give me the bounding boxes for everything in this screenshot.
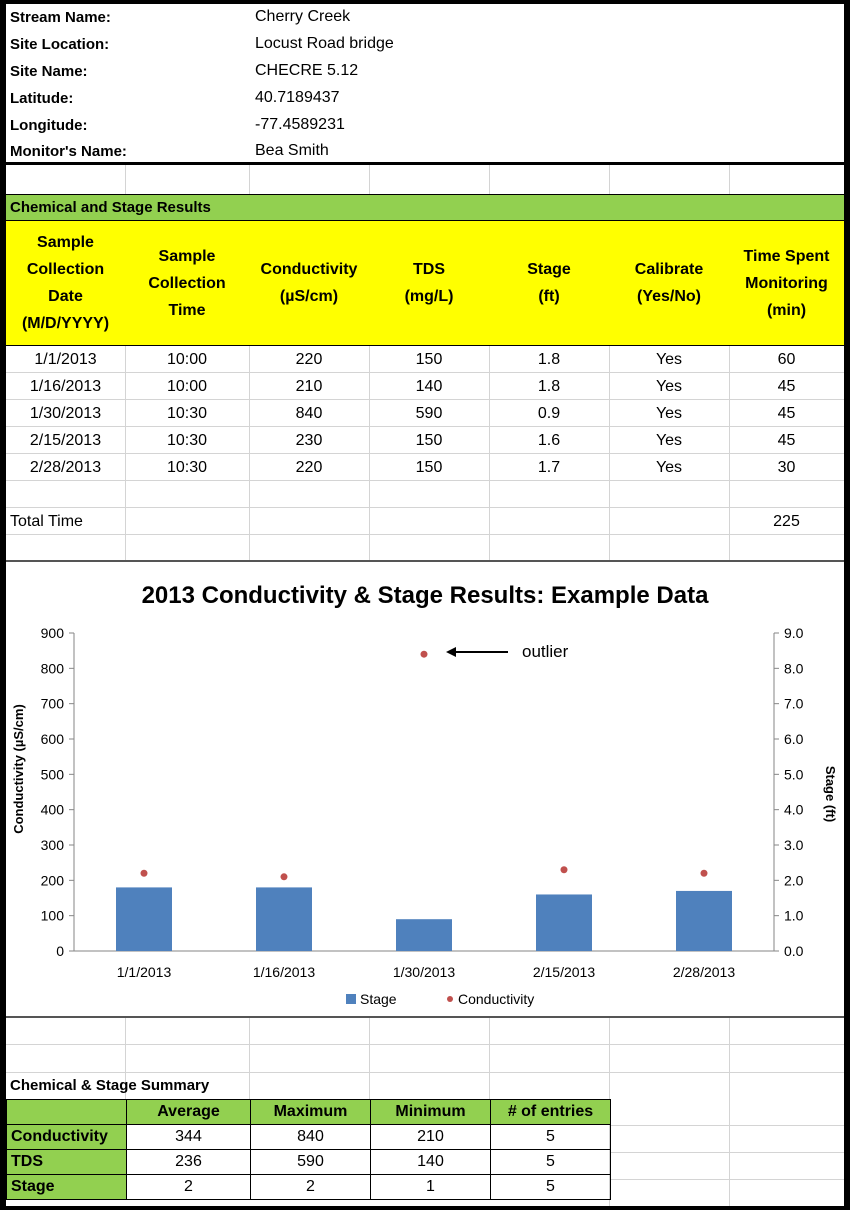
summary-table: [6, 1099, 611, 1200]
summary-title: Chemical & Stage Summary: [10, 1077, 210, 1094]
summary-cell[interactable]: 2: [127, 1175, 251, 1200]
table-cell[interactable]: 1/16/2013: [29, 378, 102, 395]
table-cell[interactable]: 45: [777, 405, 796, 422]
table-cell[interactable]: 1.8: [537, 351, 561, 368]
summary-row-label: TDS: [7, 1150, 127, 1175]
total-time-value[interactable]: 225: [773, 513, 800, 530]
table-cell[interactable]: 140: [415, 378, 443, 395]
summary-cell[interactable]: 840: [251, 1125, 371, 1150]
gridline: [609, 1179, 844, 1180]
summary-cell[interactable]: 5: [491, 1125, 611, 1150]
outlier-arrow-icon: [446, 647, 456, 657]
table-cell[interactable]: 150: [415, 432, 443, 449]
y2-tick-label: 8.0: [784, 660, 804, 677]
gridline: [609, 1152, 844, 1153]
y2-tick-label: 3.0: [784, 837, 804, 853]
table-cell[interactable]: 1/1/2013: [34, 351, 97, 368]
table-cell[interactable]: 150: [415, 351, 443, 368]
y-tick-label: 100: [40, 907, 64, 924]
summary-row: [7, 1125, 611, 1150]
y2-tick-label: 9.0: [784, 625, 804, 641]
summary-corner: [7, 1100, 127, 1125]
stage-bar: [536, 894, 592, 951]
table-cell[interactable]: 210: [295, 378, 323, 395]
latitude-value[interactable]: 40.7189437: [255, 89, 340, 106]
conductivity-point: [421, 651, 428, 658]
gridline: [609, 1125, 844, 1126]
y-axis-label: Conductivity (µS/cm): [11, 704, 26, 834]
stage-bar: [256, 887, 312, 951]
header-time-spent: Time Spent Monitoring (min): [743, 247, 830, 319]
summary-header-row: [7, 1100, 611, 1125]
x-tick-label: 1/30/2013: [392, 964, 456, 980]
gridline: [489, 165, 490, 194]
results-section-header: [6, 194, 844, 221]
divider: [6, 162, 844, 165]
site-location-label: Site Location:: [10, 36, 110, 53]
gridline: [6, 1072, 844, 1073]
legend-stage-label: Stage: [360, 991, 397, 1007]
results-header-row: [6, 221, 844, 346]
table-cell[interactable]: 45: [777, 432, 796, 449]
summary-cell[interactable]: 5: [491, 1175, 611, 1200]
table-cell[interactable]: Yes: [655, 405, 683, 422]
legend-conductivity-marker: [447, 996, 453, 1002]
conductivity-point: [561, 866, 568, 873]
table-cell[interactable]: 220: [295, 351, 323, 368]
y2-tick-label: 1.0: [784, 907, 804, 924]
gridline: [729, 1018, 730, 1206]
summary-cell[interactable]: 210: [371, 1125, 491, 1150]
x-tick-label: 1/1/2013: [116, 964, 172, 980]
chart-axes: [69, 633, 779, 951]
stage-bar: [116, 887, 172, 951]
table-cell[interactable]: 10:00: [166, 351, 208, 368]
summary-cell[interactable]: 236: [127, 1150, 251, 1175]
gridline: [6, 1044, 844, 1045]
table-cell[interactable]: 1.8: [537, 378, 561, 395]
table-cell[interactable]: 10:30: [166, 432, 208, 449]
gridline: [125, 165, 126, 194]
summary-col-minimum: Minimum: [371, 1100, 491, 1125]
table-cell[interactable]: 45: [777, 378, 796, 395]
gridline: [489, 1018, 490, 1099]
y-tick-label: 0: [56, 943, 64, 959]
site-location-value[interactable]: Locust Road bridge: [255, 35, 394, 52]
gridline: [369, 165, 370, 194]
gridline: [729, 165, 730, 194]
y-tick-label: 200: [40, 872, 64, 889]
total-time-label: Total Time: [10, 513, 83, 530]
longitude-value[interactable]: -77.4589231: [255, 116, 345, 133]
outlier-label: outlier: [522, 642, 569, 661]
y-tick-label: 900: [40, 625, 64, 641]
y2-axis-label: Stage (ft): [823, 765, 838, 823]
spreadsheet: [6, 4, 844, 1206]
table-cell[interactable]: 1.6: [537, 432, 561, 449]
table-cell[interactable]: 590: [415, 405, 443, 422]
chart-title: 2013 Conductivity & Stage Results: Example Data: [141, 582, 709, 609]
legend-stage-swatch: [346, 994, 356, 1004]
y2-tick-label: 0.0: [784, 943, 804, 959]
summary-cell[interactable]: 1: [371, 1175, 491, 1200]
stream-name-value[interactable]: Cherry Creek: [255, 8, 351, 25]
gridline: [369, 1018, 370, 1099]
divider: [6, 1016, 844, 1018]
summary-col-entries: # of entries: [491, 1100, 611, 1125]
y-tick-label: 500: [40, 766, 64, 783]
stage-bar: [676, 891, 732, 951]
summary-cell[interactable]: 590: [251, 1150, 371, 1175]
x-tick-label: 2/28/2013: [672, 964, 736, 980]
table-cell[interactable]: 10:00: [166, 378, 208, 395]
summary-cell[interactable]: 5: [491, 1150, 611, 1175]
table-cell[interactable]: 1/30/2013: [29, 405, 102, 422]
gridline: [249, 165, 250, 194]
y-tick-label: 400: [40, 801, 64, 818]
table-cell[interactable]: 10:30: [166, 459, 208, 476]
summary-cell[interactable]: 2: [251, 1175, 371, 1200]
outlier-annotation: [446, 642, 569, 661]
y-tick-label: 600: [40, 731, 64, 747]
table-cell[interactable]: 30: [777, 459, 796, 476]
table-cell[interactable]: 0.9: [537, 405, 561, 422]
stage-bars: [116, 887, 732, 951]
y2-tick-label: 2.0: [784, 872, 804, 889]
latitude-label: Latitude:: [10, 90, 74, 107]
header-conductivity: Conductivity (µS/cm): [260, 261, 358, 305]
conductivity-point: [281, 873, 288, 880]
monitor-name-value[interactable]: Bea Smith: [255, 142, 329, 159]
legend-conductivity-label: Conductivity: [458, 991, 535, 1007]
y-tick-label: 800: [40, 660, 64, 677]
conductivity-point: [701, 870, 708, 877]
y-tick-label: 300: [40, 837, 64, 853]
y2-tick-label: 4.0: [784, 801, 804, 818]
table-cell[interactable]: 840: [295, 405, 323, 422]
gridline: [249, 1018, 250, 1099]
header-time: Sample Collection Time: [148, 247, 226, 319]
table-cell[interactable]: Yes: [655, 378, 683, 395]
header-tds: TDS (mg/L): [404, 261, 454, 305]
longitude-label: Longitude:: [10, 117, 88, 134]
stream-name-label: Stream Name:: [10, 9, 111, 26]
x-tick-label: 2/15/2013: [532, 964, 596, 980]
table-cell[interactable]: 230: [295, 432, 323, 449]
header-date: Sample Collection Date (M/D/YYYY): [21, 234, 110, 332]
x-tick-label: 1/16/2013: [252, 964, 316, 980]
stage-bar: [396, 919, 452, 951]
y2-tick-label: 5.0: [784, 766, 804, 783]
y2-tick-label: 6.0: [784, 731, 804, 747]
conductivity-stage-chart: [6, 614, 844, 1014]
table-cell[interactable]: 2/15/2013: [29, 432, 102, 449]
table-cell[interactable]: 10:30: [166, 405, 208, 422]
summary-row-label: Conductivity: [7, 1125, 127, 1150]
conductivity-points: [141, 651, 708, 881]
conductivity-point: [141, 870, 148, 877]
table-cell[interactable]: Yes: [655, 459, 683, 476]
summary-row: [7, 1175, 611, 1200]
y-tick-label: 700: [40, 695, 64, 712]
header-calibrate: Calibrate (Yes/No): [634, 261, 704, 305]
gridline: [609, 165, 610, 194]
table-cell[interactable]: 220: [295, 459, 323, 476]
table-cell[interactable]: Yes: [655, 351, 683, 368]
summary-cell[interactable]: 344: [127, 1125, 251, 1150]
summary-col-maximum: Maximum: [251, 1100, 371, 1125]
monitor-name-label: Monitor's Name:: [10, 143, 127, 160]
results-section-title: Chemical and Stage Results: [10, 199, 211, 216]
site-name-value[interactable]: CHECRE 5.12: [255, 62, 359, 79]
header-stage: Stage (ft): [527, 261, 571, 305]
summary-row-label: Stage: [7, 1175, 127, 1200]
gridline: [6, 534, 844, 535]
summary-row: [7, 1150, 611, 1175]
chart-legend: [346, 991, 534, 1007]
table-cell[interactable]: Yes: [655, 432, 683, 449]
y2-tick-label: 7.0: [784, 695, 804, 712]
gridline: [6, 507, 844, 508]
divider: [6, 560, 844, 562]
table-cell[interactable]: 150: [415, 459, 443, 476]
site-name-label: Site Name:: [10, 63, 88, 80]
table-cell[interactable]: 1.7: [537, 459, 561, 476]
summary-col-average: Average: [127, 1100, 251, 1125]
table-cell[interactable]: 2/28/2013: [29, 459, 102, 476]
table-cell[interactable]: 60: [777, 351, 796, 368]
summary-cell[interactable]: 140: [371, 1150, 491, 1175]
